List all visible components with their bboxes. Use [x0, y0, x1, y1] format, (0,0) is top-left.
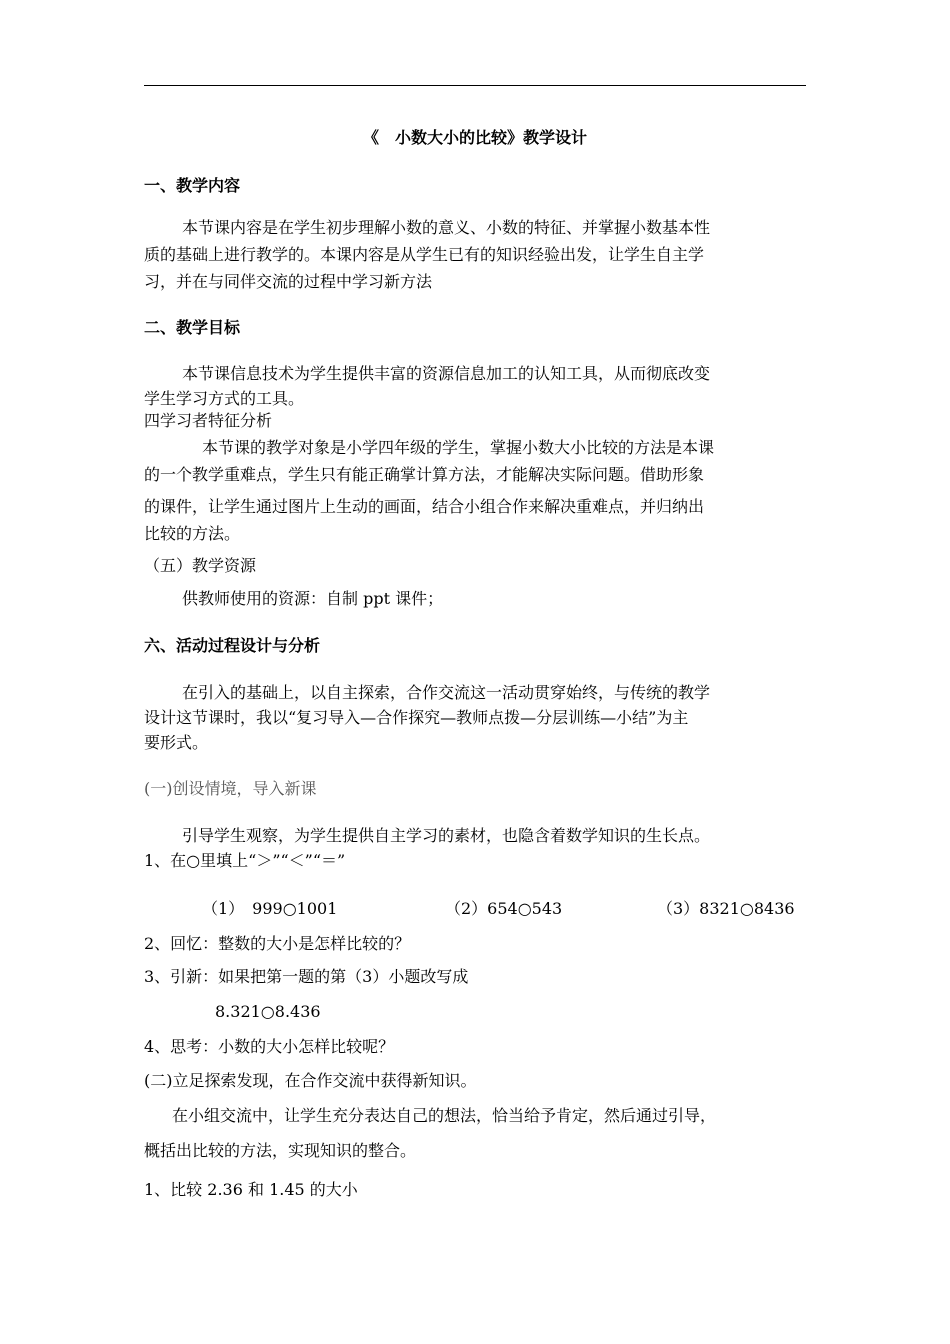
section-6-line-3: 要形式。 [144, 733, 209, 752]
section-6-heading: 六、活动过程设计与分析 [144, 636, 321, 655]
part-2-line-2: 概括出比较的方法，实现知识的整合。 [144, 1141, 417, 1160]
section-2-heading: 二、教学目标 [144, 318, 241, 337]
exercise-item-1: （1） 999○1001 [202, 899, 338, 918]
part-2-question-1: 1、比较 2.36 和 1.45 的大小 [144, 1180, 358, 1199]
part-1-question-4: 4、思考：小数的大小怎样比较呢？ [144, 1037, 395, 1056]
exercise-item-3: （3）8321○8436 [657, 899, 795, 918]
section-2-line-2: 学生学习方式的工具。 [144, 389, 305, 408]
section-6-line-2: 设计这节课时，我以“复习导入—合作探究—教师点拨—分层训练—小结”为主 [144, 708, 689, 727]
section-1-line-2: 质的基础上进行教学的。本课内容是从学生已有的知识经验出发，让学生自主学 [144, 245, 705, 264]
part-1-question-3: 3、引新：如果把第一题的第（3）小题改写成 [144, 967, 469, 986]
part-1-heading: (一)创设情境，导入新课 [144, 779, 317, 798]
section-5-heading: （五）教学资源 [144, 556, 257, 575]
section-4-line-1: 本节课的教学对象是小学四年级的学生，掌握小数大小比较的方法是本课 [202, 438, 715, 457]
section-5-line: 供教师使用的资源：自制 ppt 课件； [182, 589, 444, 608]
section-4-line-2: 的一个教学重难点，学生只有能正确掌计算方法，才能解决实际问题。借助形象 [144, 465, 705, 484]
part-2-heading: (二)立足探索发现，在合作交流中获得新知识。 [144, 1071, 477, 1090]
part-1-question-3-expression: 8.321○8.436 [215, 1002, 321, 1021]
section-1-heading: 一、教学内容 [144, 176, 241, 195]
section-6-line-1: 在引入的基础上，以自主探索，合作交流这一活动贯穿始终，与传统的教学 [182, 683, 711, 702]
header-rule [144, 85, 806, 86]
part-2-line-1: 在小组交流中，让学生充分表达自己的想法，恰当给予肯定，然后通过引导， [172, 1106, 717, 1125]
section-4-line-4: 比较的方法。 [144, 524, 241, 543]
section-1-line-1: 本节课内容是在学生初步理解小数的意义、小数的特征、并掌握小数基本性 [182, 218, 711, 237]
part-1-intro: 引导学生观察，为学生提供自主学习的素材，也隐含着数学知识的生长点。 [182, 826, 711, 845]
section-2-line-1: 本节课信息技术为学生提供丰富的资源信息加工的认知工具，从而彻底改变 [182, 364, 711, 383]
section-4-line-3: 的课件，让学生通过图片上生动的画面，结合小组合作来解决重难点，并归纳出 [144, 497, 705, 516]
section-1-line-3: 习，并在与同伴交流的过程中学习新方法 [144, 272, 433, 291]
part-1-question-1: 1、在○里填上“＞”“＜”“＝” [144, 851, 346, 870]
document-title: 《 小数大小的比较》教学设计 [362, 128, 587, 147]
part-1-question-2: 2、回忆：整数的大小是怎样比较的？ [144, 934, 411, 953]
exercise-item-2: （2）654○543 [445, 899, 563, 918]
section-4-heading: 四学习者特征分析 [144, 411, 273, 430]
